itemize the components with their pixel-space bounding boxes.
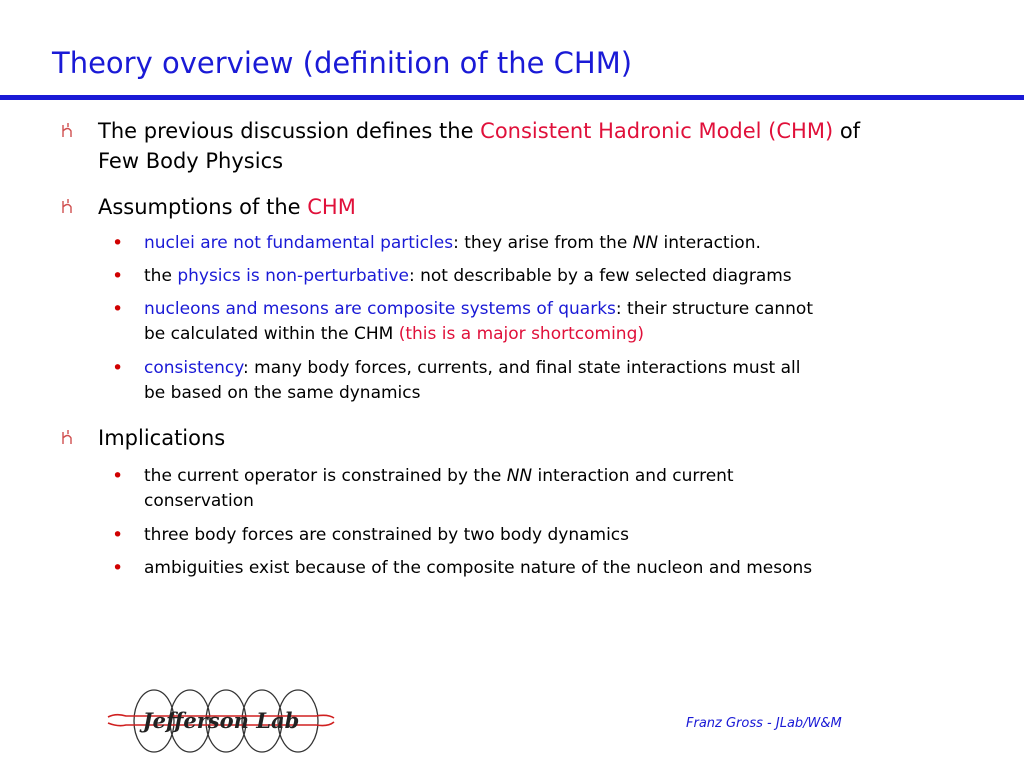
sub-bullet-2-2 [112, 264, 984, 289]
sub-2-2-pre: the [144, 266, 178, 286]
sub-bullet-dot: • [112, 298, 124, 320]
bullet-2-text-a: Assumptions of the [98, 195, 308, 219]
sub-3-1-pre: the current operator is constrained by the [144, 466, 507, 486]
footer-affil: JLab/W&M [775, 716, 842, 731]
sub-2-3-blue: nucleons and mesons are composite systems of quarks [144, 299, 616, 319]
sub-2-4-rest: : many body forces, currents, and final state interactions must all [243, 358, 801, 378]
sub-bullet-dot: • [112, 524, 124, 546]
sub-bullet-2-4 [112, 356, 984, 406]
sub-3-3-text: ambiguities exist because of the composite nature of the nucleon and mesons [144, 558, 813, 578]
sub-2-3-line2-red: (this is a major shortcoming) [398, 324, 644, 344]
bullet-3-text: Implications [98, 426, 226, 450]
bullet-marker-icon [60, 198, 74, 216]
footer-sep: - [762, 716, 776, 731]
bullet-2-text-red: CHM [307, 195, 356, 219]
bullet-1-text-red: Consistent Hadronic Model (CHM) [480, 119, 834, 143]
sub-bullet-3-3 [112, 556, 984, 581]
logo-text: Jefferson Lab [142, 708, 300, 733]
sub-bullet-dot: • [112, 232, 124, 254]
sub-2-1-italic: NN [632, 233, 659, 253]
sub-3-1-italic: NN [506, 466, 533, 486]
bullet-marker-icon [60, 122, 74, 140]
sub-3-1-rest: interaction and current [532, 466, 734, 486]
sub-bullet-3-2 [112, 523, 984, 548]
bullet-2 [98, 192, 998, 222]
slide-title: Theory overview (definition of the CHM) [52, 46, 633, 80]
sub-bullet-dot: • [112, 265, 124, 287]
bullet-1-text-a: The previous discussion defines the [98, 119, 481, 143]
bullet-1 [98, 116, 998, 176]
bullet-1-line2: Few Body Physics [98, 149, 284, 173]
sub-2-4-blue: consistency [144, 358, 244, 378]
sub-bullet-2-3 [112, 297, 984, 347]
sub-bullet-dot: • [112, 357, 124, 379]
sub-bullet-2-1 [112, 231, 984, 256]
sub-3-1-line2: conservation [144, 491, 254, 511]
bullet-3 [98, 423, 998, 453]
bullet-marker-icon [60, 429, 74, 447]
sub-bullet-dot: • [112, 557, 124, 579]
sub-2-4-line2: be based on the same dynamics [144, 383, 421, 403]
sub-2-3-rest: : their structure cannot [615, 299, 813, 319]
bullet-1-text-b: of [833, 119, 861, 143]
sub-bullet-3-1 [112, 464, 984, 514]
sub-2-3-line2-a: be calculated within the CHM [144, 324, 399, 344]
jefferson-lab-logo [106, 686, 336, 756]
sub-2-2-blue: physics is non-perturbative [177, 266, 409, 286]
sub-2-1-blue: nuclei are not fundamental particles [144, 233, 454, 253]
sub-2-1-rest-a: : they arise from the [453, 233, 633, 253]
sub-3-2-text: three body forces are constrained by two body dynamics [144, 525, 629, 545]
footer-author: Franz Gross [686, 716, 763, 731]
sub-bullet-dot: • [112, 465, 124, 487]
footer [686, 716, 842, 731]
title-rule [0, 95, 1024, 100]
sub-2-1-rest-b: interaction. [658, 233, 761, 253]
sub-2-2-rest: : not describable by a few selected diagrams [408, 266, 792, 286]
